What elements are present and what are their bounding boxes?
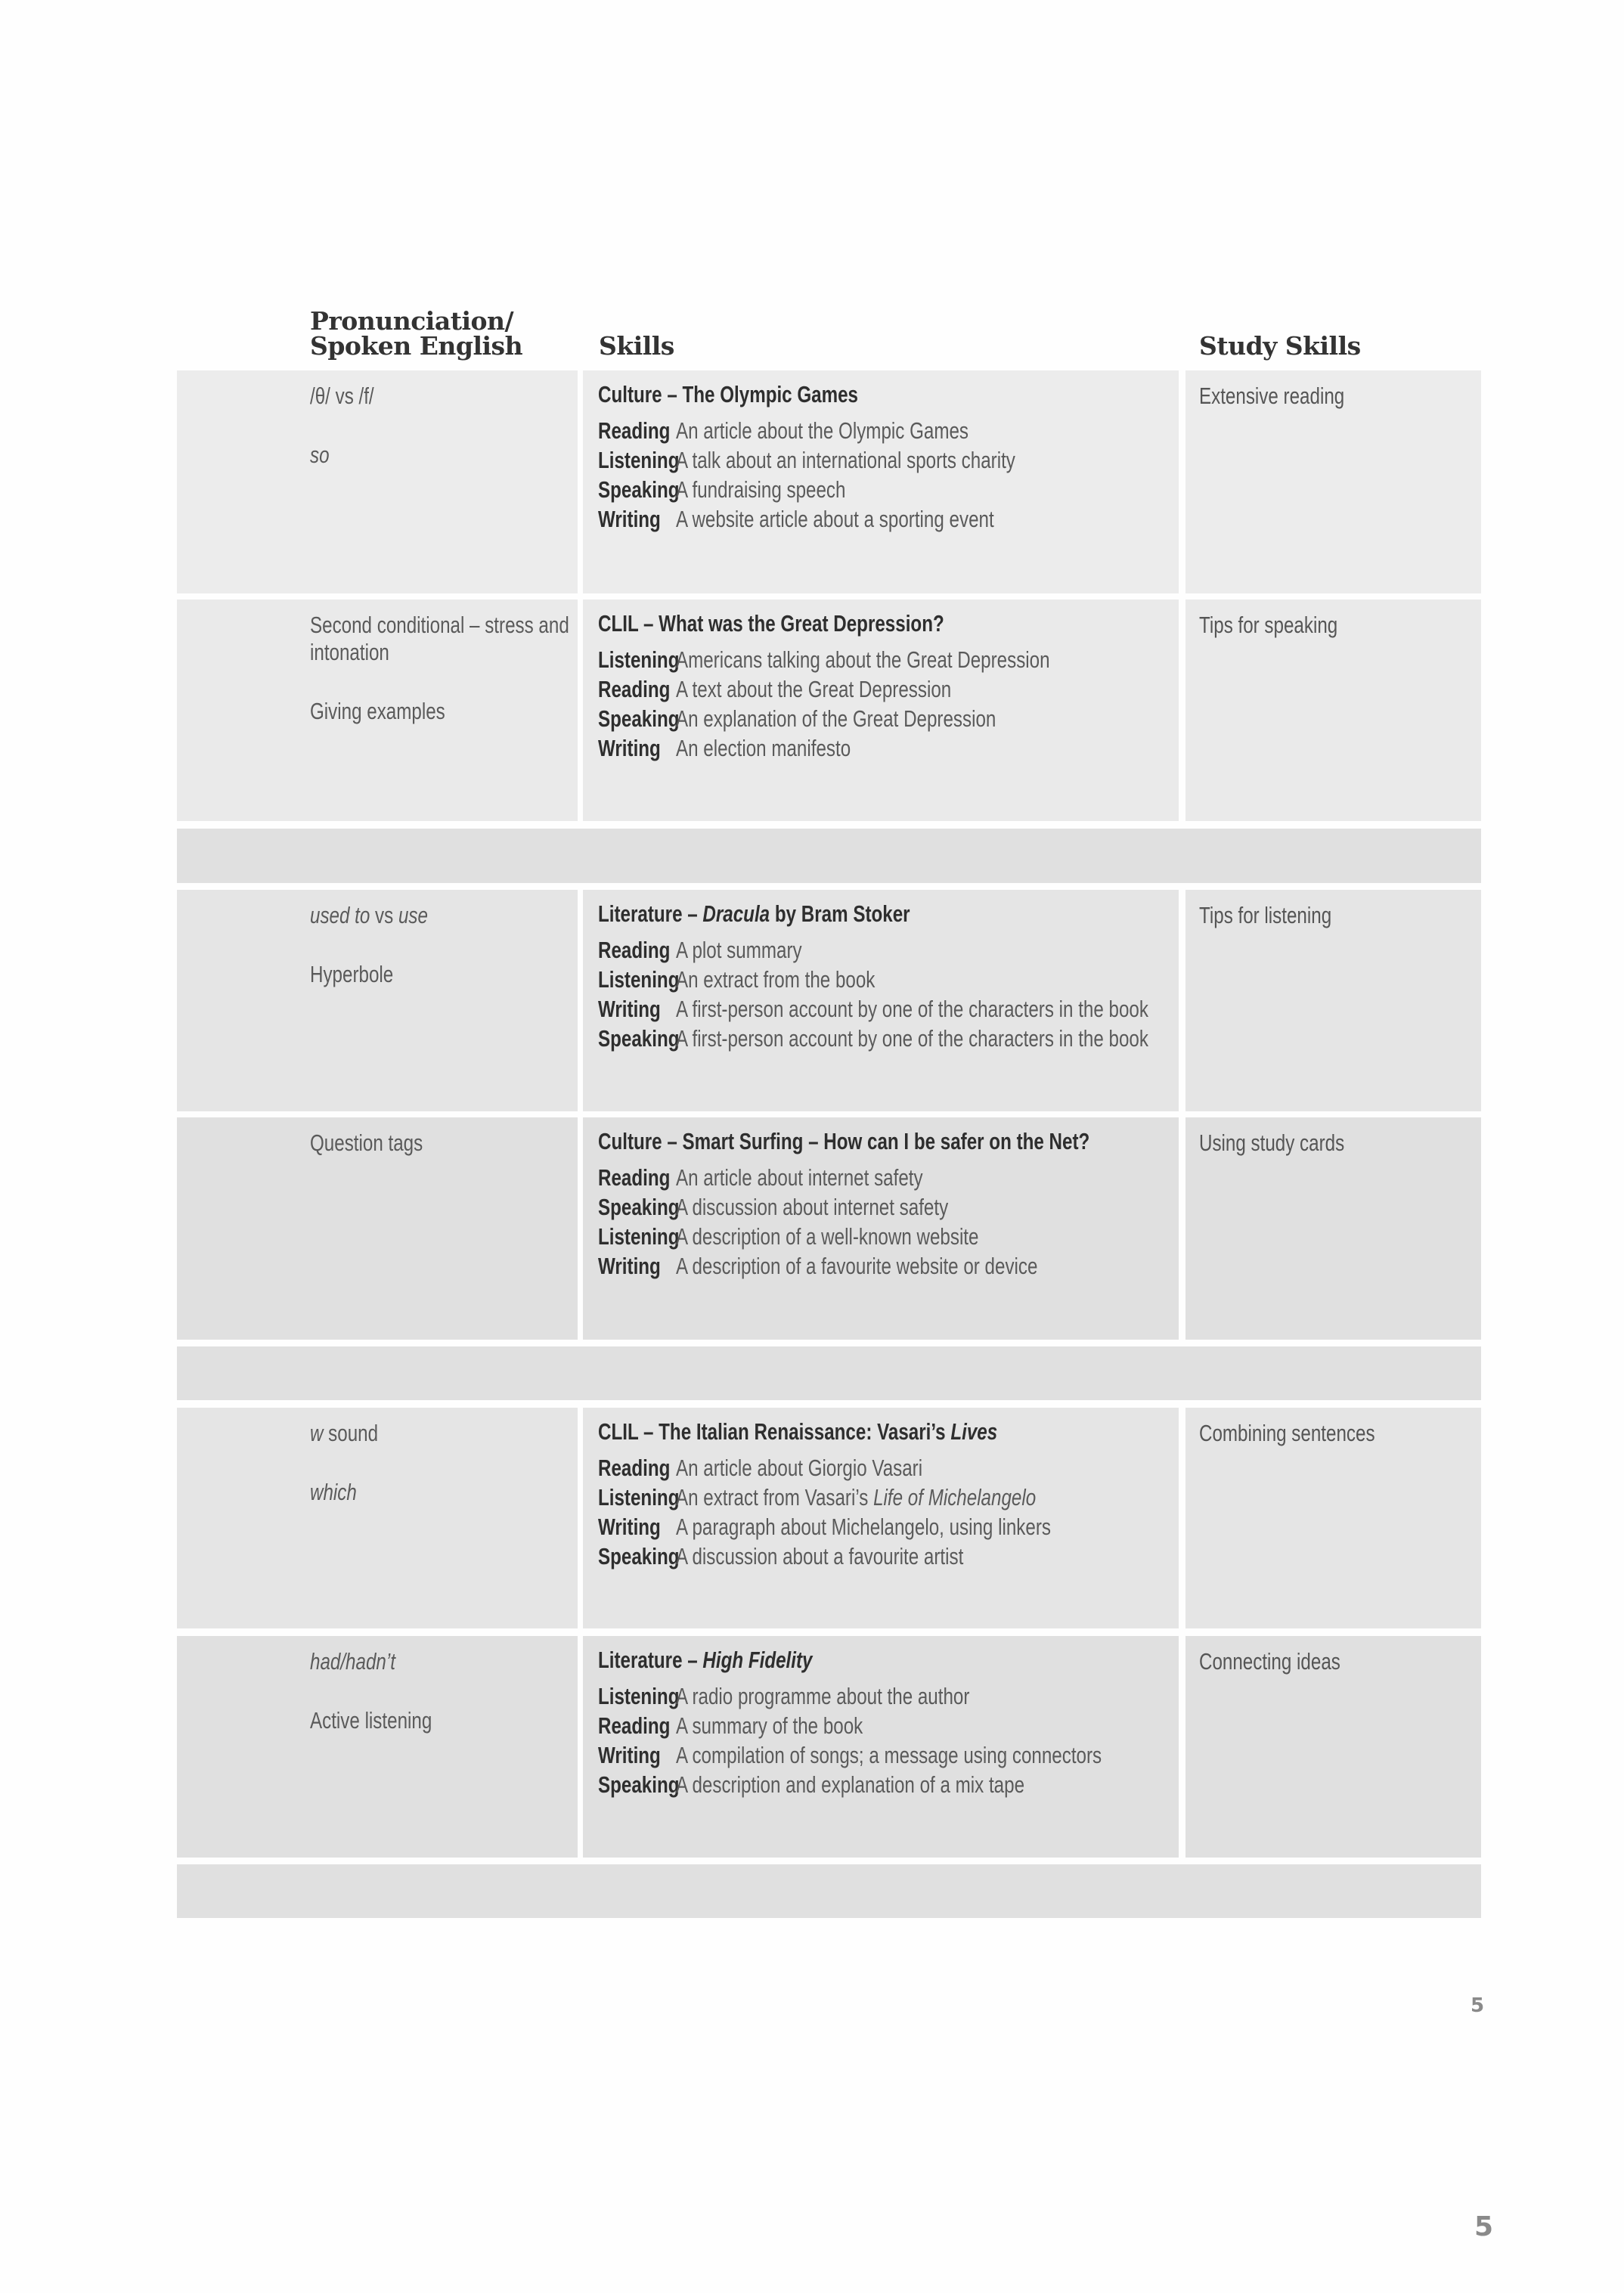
text-segment: A description of a favourite website or device [675,1253,1038,1279]
text-segment: CLIL – What was the Great Depression? [598,610,944,637]
text-segment: so [310,442,330,468]
skills-line: Reading A summary of the book [598,1712,863,1739]
text-segment: A paragraph about Michelangelo, using linkers [675,1514,1051,1540]
text-segment: Culture – Smart Surfing – How can I be safer on the Net? [598,1128,1090,1154]
text-segment: Culture – The Olympic Games [598,381,859,407]
study-skill-label: Combining sentences [1199,1420,1375,1446]
skills-title [598,1129,1229,1153]
header-study-skills: Study Skills [1199,331,1361,361]
header-pronunciation [310,306,523,361]
text-segment: Literature – [598,1647,703,1673]
skills-line: Reading An article about Giorgio Vasari [598,1455,923,1481]
study-skills-cell [1185,890,1481,1111]
text-segment: vs [370,902,398,928]
pronunciation-item [310,1131,454,1154]
skills-line: Writing A first-person account by one of the characters in the book [598,996,1148,1022]
text-segment: A first-person account by one of the characters in the book [675,1025,1148,1052]
pronunciation-item [310,1421,397,1445]
skills-line: Reading An article about internet safety [598,1164,923,1191]
unit-separator-band [177,1864,1481,1918]
clipped-page-mark: 5 [1471,1994,1485,2017]
text-segment: An election manifesto [675,735,851,761]
text-segment: A text about the Great Depression [675,676,952,702]
text-segment: Life of Michelangelo [873,1484,1037,1511]
skills-line: Reading A text about the Great Depression [598,676,952,702]
skills-title [598,1648,872,1672]
skills-line: Reading An article about the Olympic Games [598,417,969,444]
text-segment: A first-person account by one of the characters in the book [675,996,1148,1022]
text-segment: CLIL – The Italian Renaissance: Vasari’s [598,1418,951,1445]
skills-title [598,612,1042,635]
text-segment: A fundraising speech [675,476,846,503]
skills-line: Writing A website article about a sporting event [598,506,994,532]
pronunciation-item [310,1709,466,1732]
pronunciation-item [310,443,335,466]
text-segment: A description and explanation of a mix tape [675,1771,1025,1798]
unit-separator-band [177,1346,1481,1400]
header-pronunciation-line1: Pronunciation/ [310,306,514,336]
text-segment: An extract from Vasari’s [675,1484,874,1511]
skills-title [598,1420,1110,1443]
text-segment: A compilation of songs; a message using connectors [675,1742,1102,1768]
skills-line: Writing A paragraph about Michelangelo, using linkers [598,1514,1051,1540]
text-segment: A radio programme about the author [675,1683,970,1709]
unit-separator-band [177,829,1481,883]
pronunciation-cell [177,600,578,821]
page-number: 5 [1474,2211,1494,2242]
skills-line: ListeningAn extract from the book [598,966,876,993]
text-segment: used to [310,902,370,928]
text-segment: An extract from the book [675,966,876,993]
skills-line: SpeakingAn explanation of the Great Depression [598,705,996,732]
skills-line: SpeakingA discussion about internet safety [598,1194,949,1220]
pronunciation-item [310,384,392,407]
study-skill-label: Connecting ideas [1199,1648,1340,1675]
skills-title [598,902,998,925]
skills-title [598,383,931,406]
text-segment: An explanation of the Great Depression [675,705,996,732]
text-segment: An article about internet safety [675,1164,923,1191]
pronunciation-cell [177,370,578,593]
text-segment: Literature – [598,900,703,927]
skills-cell [583,890,1179,1111]
text-segment: which [310,1479,357,1505]
skills-line: ListeningA radio programme about the author [598,1683,970,1709]
text-segment: w [310,1420,324,1446]
pronunciation-cell [177,1408,578,1628]
pronunciation-cell [177,890,578,1111]
skills-line: ListeningAmericans talking about the Great Depression [598,646,1050,673]
skills-cell [583,1117,1179,1340]
pronunciation-cell [177,1636,578,1858]
text-segment: Americans talking about the Great Depression [675,646,1050,673]
text-segment: A plot summary [675,937,802,963]
skills-cell [583,600,1179,821]
skills-line: Writing A compilation of songs; a message using connectors [598,1742,1102,1768]
skills-line: ListeningAn extract from Vasari’s Life of Michelangelo [598,1484,1037,1511]
study-skill-label: Using study cards [1199,1129,1345,1156]
study-skills-cell [1185,1408,1481,1628]
header-pronunciation-line2: Spoken English [310,331,523,361]
study-skills-cell [1185,600,1481,821]
skills-line: SpeakingA discussion about a favourite artist [598,1543,964,1569]
pronunciation-cell [177,1117,578,1340]
text-segment: A summary of the book [675,1712,863,1739]
pronunciation-item [310,1480,370,1504]
pronunciation-item [310,640,411,664]
text-segment: by Bram Stoker [770,900,910,927]
skills-line: ListeningA description of a well-known website [598,1223,979,1250]
text-segment: High Fidelity [702,1647,813,1673]
study-skills-cell [1185,1117,1481,1340]
text-segment: Giving examples [310,698,445,724]
text-segment: A talk about an international sports charity [675,447,1015,473]
text-segment: A discussion about a favourite artist [675,1543,964,1569]
text-segment: had/hadn’t [310,1648,395,1675]
skills-cell [583,1636,1179,1858]
study-skills-cell [1185,1636,1481,1858]
pronunciation-item [310,903,461,927]
text-segment: An article about the Olympic Games [675,417,969,444]
header-skills: Skills [599,331,674,361]
text-segment: Hyperbole [310,961,394,987]
text-segment: Active listening [310,1707,432,1734]
text-segment: sound [323,1420,379,1446]
study-skill-label: Extensive reading [1199,383,1345,409]
study-skill-label: Tips for speaking [1199,612,1338,638]
text-segment: Second conditional – stress and [310,612,569,638]
skills-line: SpeakingA description and explanation of a mix tape [598,1771,1025,1798]
pronunciation-item [310,1650,420,1673]
skills-line: ListeningA talk about an international sports charity [598,447,1015,473]
text-segment: /θ/ vs /f/ [310,383,374,409]
text-segment: Question tags [310,1129,423,1156]
pronunciation-item [310,962,417,986]
text-segment: intonation [310,639,389,665]
skills-line: Writing An election manifesto [598,735,851,761]
text-segment: Lives [950,1418,998,1445]
text-segment: An article about Giorgio Vasari [675,1455,923,1481]
text-segment: A discussion about internet safety [675,1194,949,1220]
skills-line: SpeakingA fundraising speech [598,476,846,503]
skills-line: SpeakingA first-person account by one of the characters in the book [598,1025,1148,1052]
study-skill-label: Tips for listening [1199,902,1332,928]
study-skills-cell [1185,370,1481,593]
skills-cell [583,1408,1179,1628]
text-segment: use [398,902,428,928]
text-segment: A description of a well-known website [675,1223,979,1250]
text-segment: A website article about a sporting event [675,506,994,532]
skills-line: Reading A plot summary [598,937,802,963]
skills-line: Writing A description of a favourite website or device [598,1253,1038,1279]
skills-cell [583,370,1179,593]
pronunciation-item [310,699,483,723]
text-segment: Dracula [702,900,770,927]
